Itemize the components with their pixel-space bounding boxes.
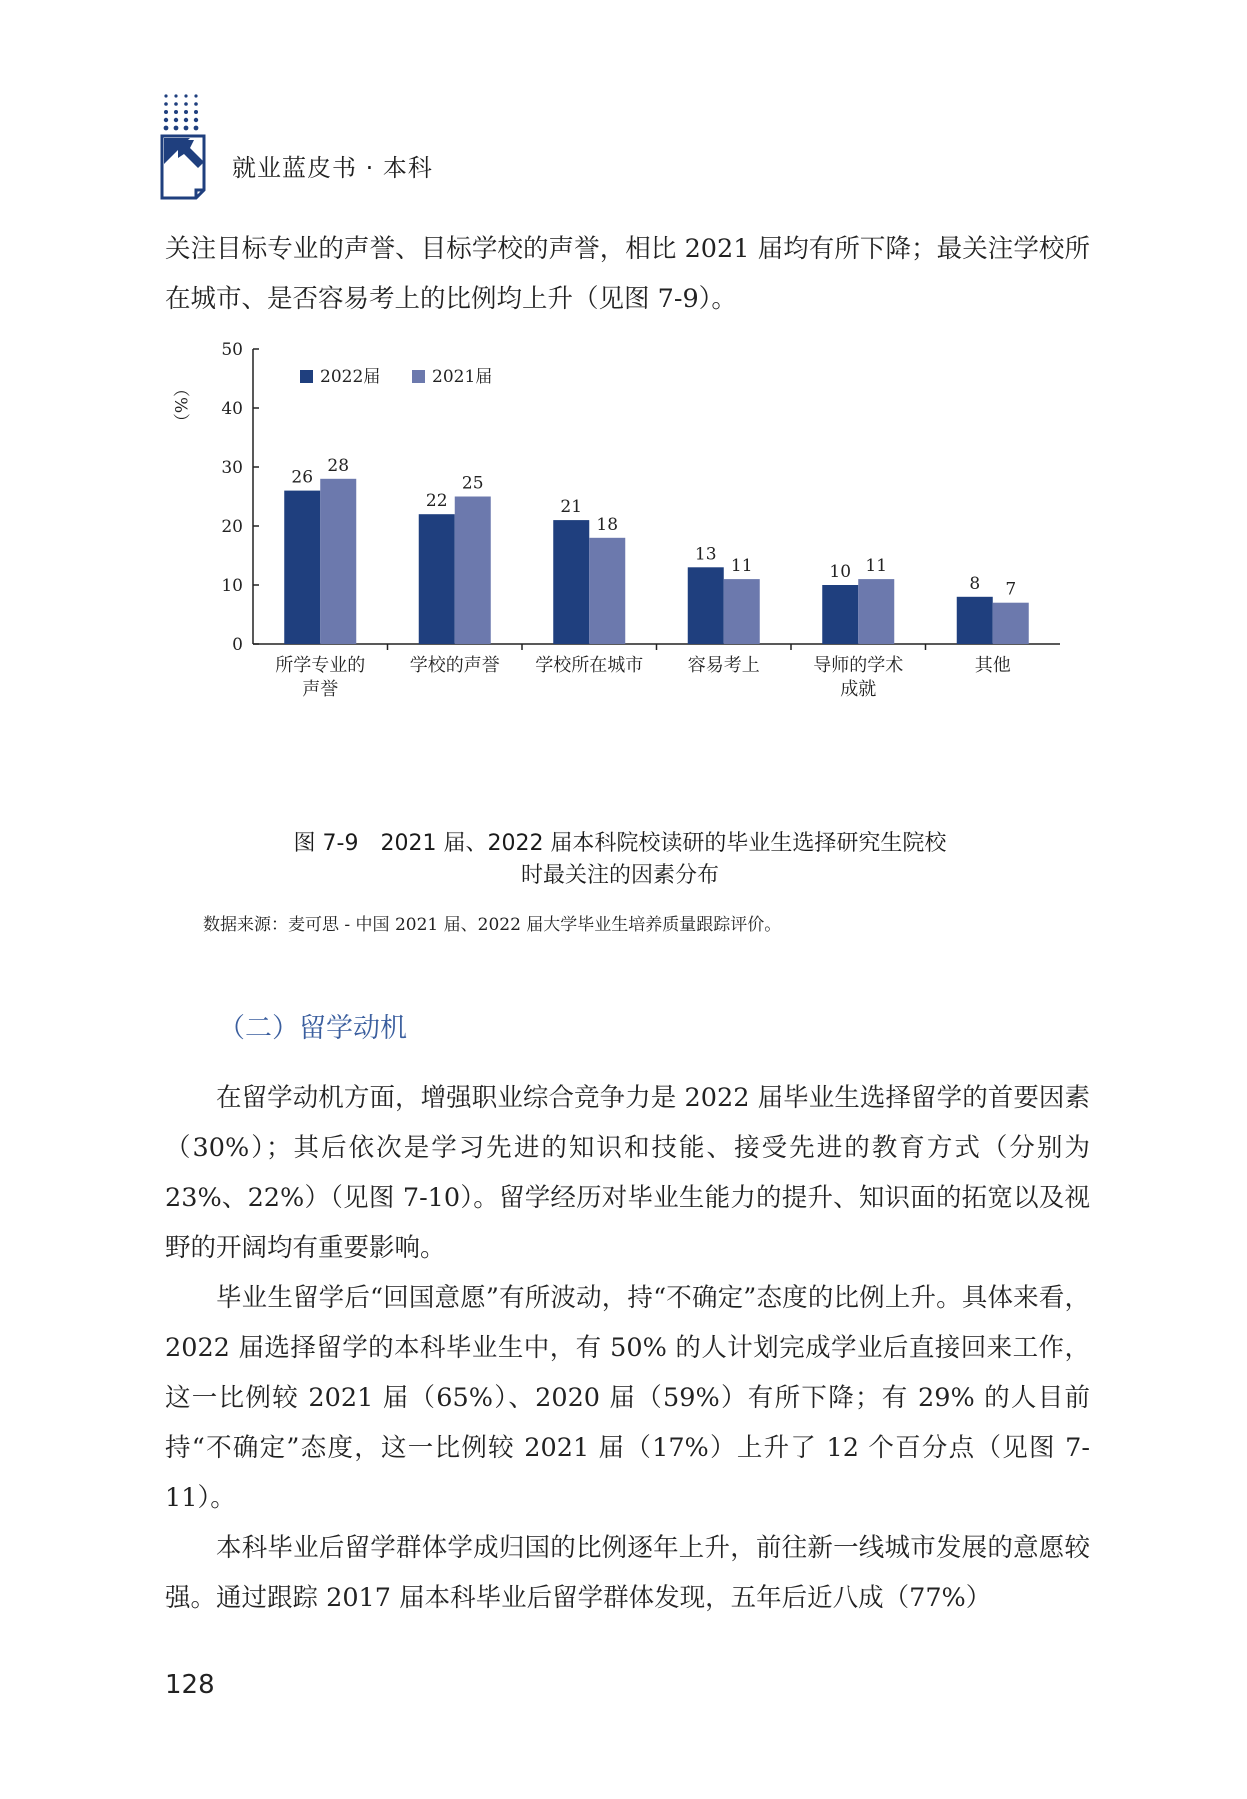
chart-legend	[300, 367, 492, 387]
intro-paragraph: 关注目标专业的声誉、目标学校的声誉，相比 2021 届均有所下降；最关注学校所在城市、是否容易考上的比例均上升（见图 7-9）。	[165, 234, 1090, 314]
section-heading: （二）留学动机	[218, 1013, 407, 1044]
bar-2022	[553, 520, 589, 644]
y-tick-label: 30	[221, 458, 243, 478]
category-label: 容易考上	[687, 655, 760, 676]
chart-bars	[284, 479, 1029, 644]
legend-swatch-2022	[300, 370, 313, 383]
bar-value-label: 11	[730, 556, 753, 577]
return-intention-paragraph: 毕业生留学后“回国意愿”有所波动，持“不确定”态度的比例上升。具体来看，2022 届选择留学的本科毕业生中，有 50% 的人计划完成学业后直接回来工作，这一比例较 2021 届（65%）、2020 届（59%）有所下降；有 29% 的人目前持“不确定”态度，这一比例较 2021 届（17%）上升了 12 个百分点（见图 7-11）。	[165, 1283, 1090, 1513]
category-label: 导师的学术	[813, 655, 904, 676]
figure-data-source: 数据来源：麦可思 - 中国 2021 届、2022 届大学毕业生培养质量跟踪评价。	[203, 915, 782, 935]
bar-2022	[419, 514, 455, 644]
y-tick-label: 10	[221, 576, 243, 596]
y-axis-unit-label: （%）	[170, 380, 190, 431]
category-label: 所学专业的	[275, 655, 366, 676]
bar-value-label: 26	[291, 467, 314, 488]
legend-label-2022: 2022届	[320, 367, 381, 387]
chart-value-labels	[291, 456, 1016, 600]
bar-value-label: 18	[596, 514, 619, 535]
page-number: 128	[165, 1670, 215, 1700]
y-tick-label: 50	[221, 340, 243, 360]
bar-2022	[688, 567, 724, 644]
bar-2021	[455, 497, 491, 645]
y-tick-label: 0	[232, 635, 243, 655]
category-label: 成就	[840, 679, 877, 700]
figure-caption-line1: 图 7-9 2021 届、2022 届本科院校读研的毕业生选择研究生院校	[293, 831, 947, 856]
y-tick-label: 40	[221, 399, 243, 419]
bar-2022	[284, 491, 320, 644]
bar-2022	[822, 585, 858, 644]
return-trend-paragraph: 本科毕业后留学群体学成归国的比例逐年上升，前往新一线城市发展的意愿较强。通过跟踪 2017 届本科毕业后留学群体发现，五年后近八成（77%）	[165, 1533, 1090, 1613]
bar-value-label: 28	[327, 455, 350, 476]
bar-value-label: 8	[969, 573, 981, 594]
bar-2021	[320, 479, 356, 644]
category-label: 其他	[974, 655, 1011, 676]
legend-swatch-2021	[412, 370, 425, 383]
category-label: 学校的声誉	[409, 655, 500, 676]
bar-2022	[957, 597, 993, 644]
bar-2021	[993, 603, 1029, 644]
bar-value-label: 22	[425, 491, 448, 512]
bar-value-label: 21	[560, 497, 583, 518]
y-tick-label: 20	[221, 517, 243, 537]
bar-value-label: 13	[694, 544, 717, 565]
bar-value-label: 10	[829, 562, 852, 582]
figure-caption-line2: 时最关注的因素分布	[520, 863, 719, 888]
bar-value-label: 11	[865, 556, 888, 577]
category-label: 学校所在城市	[535, 655, 644, 676]
chart-category-labels	[275, 655, 1011, 700]
legend-label-2021: 2021届	[432, 367, 493, 387]
bar-2021	[589, 538, 625, 644]
factor-bar-chart	[165, 340, 1090, 820]
book-logo-icon	[160, 92, 214, 200]
motivation-paragraph: 在留学动机方面，增强职业综合竞争力是 2022 届毕业生选择留学的首要因素（30%）；其后依次是学习先进的知识和技能、接受先进的教育方式（分别为 23%、22%）（见图 7-10）。留学经历对毕业生能力的提升、知识面的拓宽以及视野的开阔均有重要影响。	[165, 1083, 1090, 1263]
category-label: 声誉	[302, 679, 339, 700]
figure-caption	[250, 828, 990, 892]
bar-2021	[858, 579, 894, 644]
bar-value-label: 25	[461, 473, 484, 494]
bar-2021	[724, 579, 760, 644]
bar-value-label: 7	[1005, 579, 1017, 600]
book-title: 就业蓝皮书 · 本科	[232, 154, 433, 182]
